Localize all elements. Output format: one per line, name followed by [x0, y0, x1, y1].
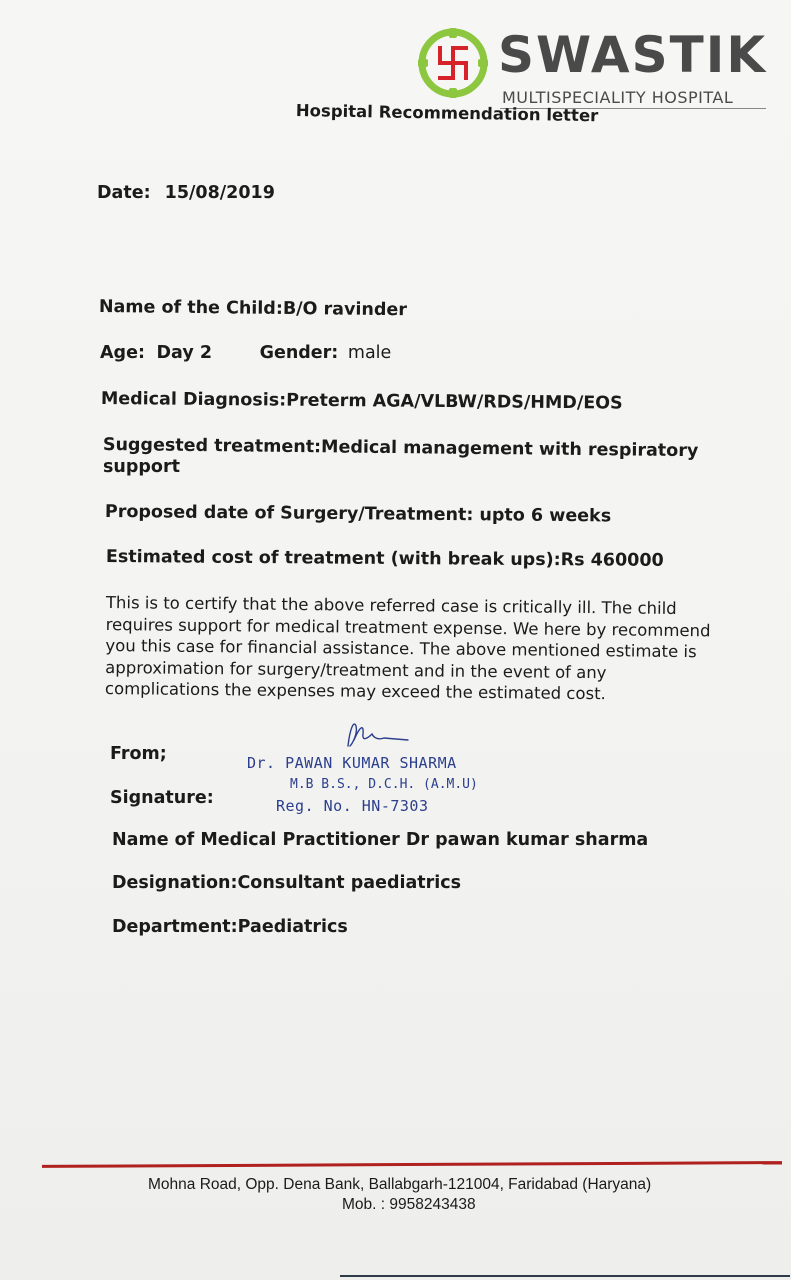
diagnosis-value: Preterm AGA/VLBW/RDS/HMD/EOS [286, 390, 623, 414]
certification-paragraph: This is to certify that the above referred case is critically ill. The child requires support for medical treatment expense. We here by recommend you this case for financial assistance. The above mentioned estimate is approximation for surgery/treatment and in the event of any complications the expenses may exceed the estimated cost. [104, 592, 711, 704]
practitioner-label: Name of Medical Practitioner [112, 830, 400, 850]
hospital-brand-subtitle: MULTISPECIALITY HOSPITAL [502, 88, 734, 107]
age-label: Age: [100, 343, 145, 363]
treatment-line-1: Suggested treatment:Medical management with respiratory [102, 435, 699, 462]
footer-bottom-edge [340, 1275, 790, 1277]
department-label: Department: [112, 917, 238, 937]
designation-label: Designation: [112, 873, 238, 893]
doctor-stamp-degrees: M.B B.S., D.C.H. (A.M.U) [290, 777, 478, 792]
designation-row [112, 873, 461, 893]
cost-label: Estimated cost of treatment (with break ups): [105, 547, 561, 571]
hospital-brand-name: SWASTIK [498, 26, 768, 84]
footer-mobile: Mob. : 9958243438 [342, 1196, 476, 1213]
footer-address: Mohna Road, Opp. Dena Bank, Ballabgarh-121004, Faridabad (Haryana) [148, 1176, 652, 1193]
diagnosis-label: Medical Diagnosis: [100, 389, 287, 411]
surgery-date-value: upto 6 weeks [479, 505, 612, 527]
age-value: Day 2 [156, 343, 213, 363]
from-label: From; [110, 744, 167, 764]
child-name-value: B/O ravinder [282, 298, 408, 321]
footer-divider [42, 1161, 782, 1168]
letter-title: Hospital Recommendation letter [295, 101, 599, 126]
cost-row [106, 547, 664, 571]
designation-value: Consultant paediatrics [237, 873, 462, 893]
date-value: 15/08/2019 [164, 183, 275, 203]
practitioner-value: Dr pawan kumar sharma [405, 830, 649, 850]
surgery-date-row [105, 502, 611, 526]
hospital-logo-icon [416, 26, 490, 100]
child-name-row [99, 297, 407, 320]
practitioner-row [112, 830, 648, 850]
diagnosis-row [101, 389, 623, 414]
date-row [97, 183, 275, 203]
handwritten-signature [338, 716, 410, 756]
gender-label: Gender: [259, 343, 339, 363]
surgery-date-label: Proposed date of Surgery/Treatment: [104, 502, 474, 526]
gender-value: male [347, 343, 392, 363]
department-value: Paediatrics [237, 917, 348, 937]
department-row [112, 917, 348, 937]
doctor-stamp-name: Dr. PAWAN KUMAR SHARMA [247, 754, 457, 772]
treatment-line-2: support [103, 457, 180, 477]
date-label: Date: [97, 183, 151, 203]
cost-value: Rs 460000 [560, 550, 664, 571]
child-name-label: Name of the Child: [98, 297, 283, 319]
doctor-stamp-registration: Reg. No. HN-7303 [276, 797, 429, 815]
signature-label: Signature: [110, 788, 214, 808]
age-gender-row [100, 343, 391, 363]
